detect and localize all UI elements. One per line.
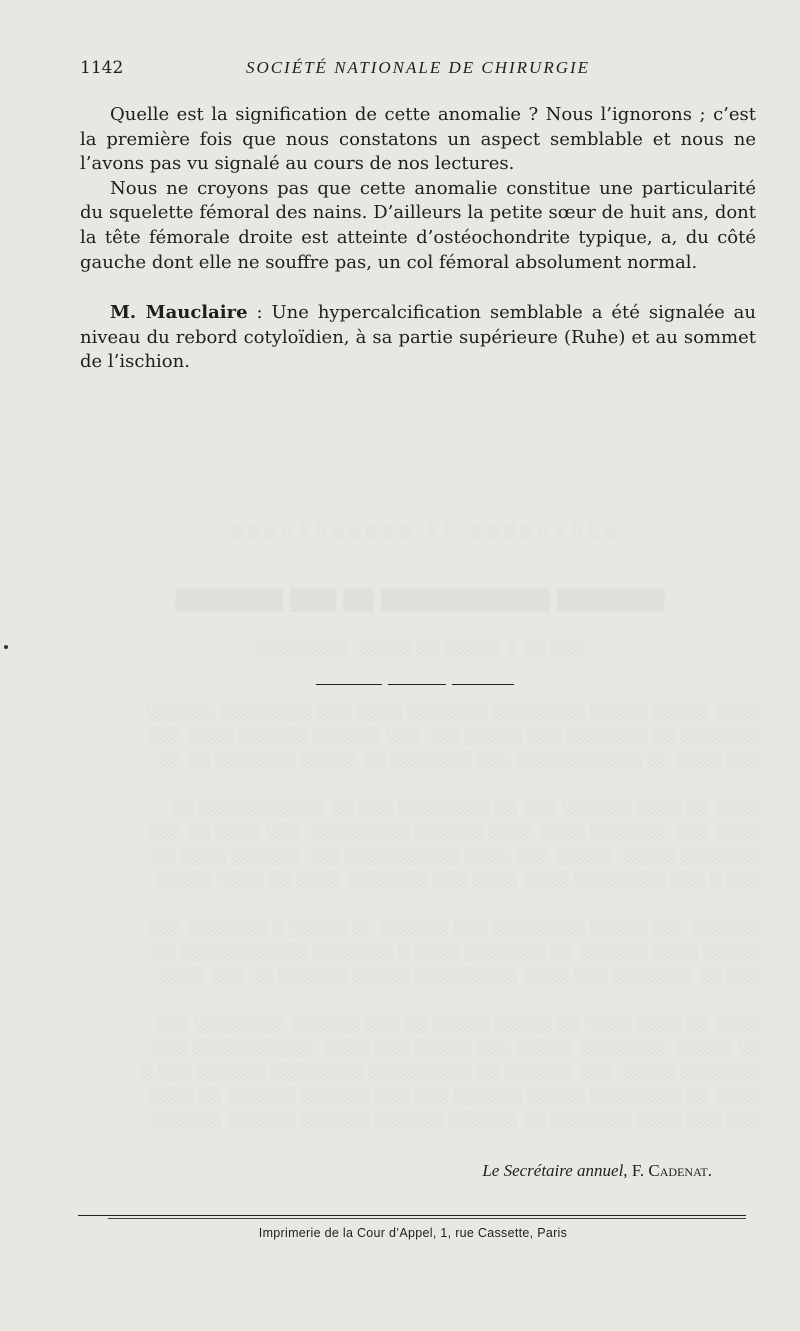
footer-rule: [78, 1215, 746, 1216]
bleed-through-texture: ░░░░░░░░░ ░░ ░░░░░░░░░░░ ▒▒▒▒▒▒▒ ▒▒▒▒▒▒▒▒▒▒▒ ▒▒ ▒▒▒ ▒▒▒▒▒▒▒ ░░░ ░░ ░ ░░░░░ ░░ ░░░░░ ░░░░░░░░ ░░░░ ░░░░░ ░░░░░ ░░░░░░░░ ░░░░░░░ ░░░░ ░░░ ░░░░░░░░ ░░░░░░ ░░░░░░░ ░░ ░░░░░░░ ░░░ ░░░░░ ░░░ ░░░ ░░░░░░ ░░░░░░ ░░░░ ░░░ ░░░ ░░░░ ░░ ░░░░░░░░░░░ ░░░ ░░░░░░░ ░░ ░░░░░ ░░░░░░░ ░░ ░░ ░░░░ ░░ ░░░░ ░░░░░░ ░░░ ░░ ░░░░░░░░ ░░░ ░░ ░░░░░░░░░░░ ░░ ░░░░ ░░░ ░░░░░░░ ░░░░ ░░░░ ░░░░░░ ░░░░░░░░░ ░░░ ░░░░ ░░ ░░░ ░░░░░░░ ░░░░░ ░░░░░ ░░░ ░░░░ ░░░░░░░░░░ ░░░ ░░░░░░ ░░░░ ░░ ░░░ ░ ░░░ ░░░░░░░░ ░░░░ ░░░░ ░░░ ░░░░░░░ ░░░░ ░░ ░░░░ ░░░░░ ░░░░░░ ░░░ ░░░░░ ░░░░░░░░ ░░░ ░░░░░░ ░░ ░░░░░ ░ ░░░░░░░ ░░░ ░░░░░ ░░░░ ░░░░░░ ░░ ░░░░░░░ ░░░░ ░ ░░░░░░░ ░░░░░░░░░░░ ░░ ░░░ ░░ ░░░░░░░ ░░░ ░░░░ ░░░░░░░░░ ░░░░░ ░░░░░░ ░░ ░░░ ░░░░ ░░░░ ░░ ░░░░ ░░░░ ░░ ░░░░░ ░░░░░ ░░ ░░░ ░░░░░░ ░░░░░░░░ ░░░ ░░ ░░░░░ ░░░░░░░░ ░░░░░ ░░░ ░░░░░ ░░░ ░░░░ ░░░░░░░░░░░ ░░░ ░░░░░░░ ░░░░░ ░░░ ░░░░░░ ░░ ░░░░░░░░░ ░░░░░░░░ ░░░░░░ ░░░ ░ ░░░░ ░░ ░░░░░░░░ ░░░░░ ░░░░░░ ░░░ ░░░ ░░░░░░ ░░░░░░ ░░ ░░░░ ░░░ ░░░ ░░░░ ░░░░░░░ ░░ ░░░░░░ ░░░░░░ ░░░░░░ ░░░░░░ ░░░░░░: [140, 524, 760, 1129]
separator-line: [452, 684, 514, 685]
running-title: SOCIÉTÉ NATIONALE DE CHIRURGIE: [245, 58, 591, 77]
signature-name: F. Cadenat.: [631, 1161, 712, 1180]
printer-imprint: Imprimerie de la Cour d’Appel, 1, rue Cassette, Paris: [258, 1226, 568, 1240]
signature-role: Le Secrétaire annuel,: [482, 1161, 628, 1180]
footer-rule-thin: [108, 1218, 746, 1219]
discussion-text: : Une hypercalcification semblable a été signalée au niveau du rebord cotyloïdien, à sa partie supérieure (Ruhe) et au sommet de l’ischion.: [80, 302, 756, 373]
page-header: [80, 58, 756, 82]
ink-speck: [4, 645, 8, 649]
speaker-name: M. Mauclaire: [110, 302, 248, 324]
paragraph: Nous ne croyons pas que cette anomalie constitue une particularité du squelette fémoral des nains. D’ailleurs la petite sœur de huit ans, dont la tête fémorale droite est atteinte d’ostéochondrite typique, a, du côté gauche dont elle ne souffre pas, un col fémoral absolument normal.: [80, 177, 756, 273]
discussion-paragraph: [80, 301, 756, 375]
separator-line: [388, 684, 446, 685]
body-text: [80, 103, 756, 375]
separator-line: [316, 684, 382, 685]
signature: [482, 1161, 712, 1181]
paragraph: Quelle est la signification de cette anomalie ? Nous l’ignorons ; c’est la première fois que nous constatons un aspect semblable et nous ne l’avons pas vu signalé au cours de nos lectures.: [80, 104, 756, 175]
page-number: 1142: [80, 58, 124, 78]
